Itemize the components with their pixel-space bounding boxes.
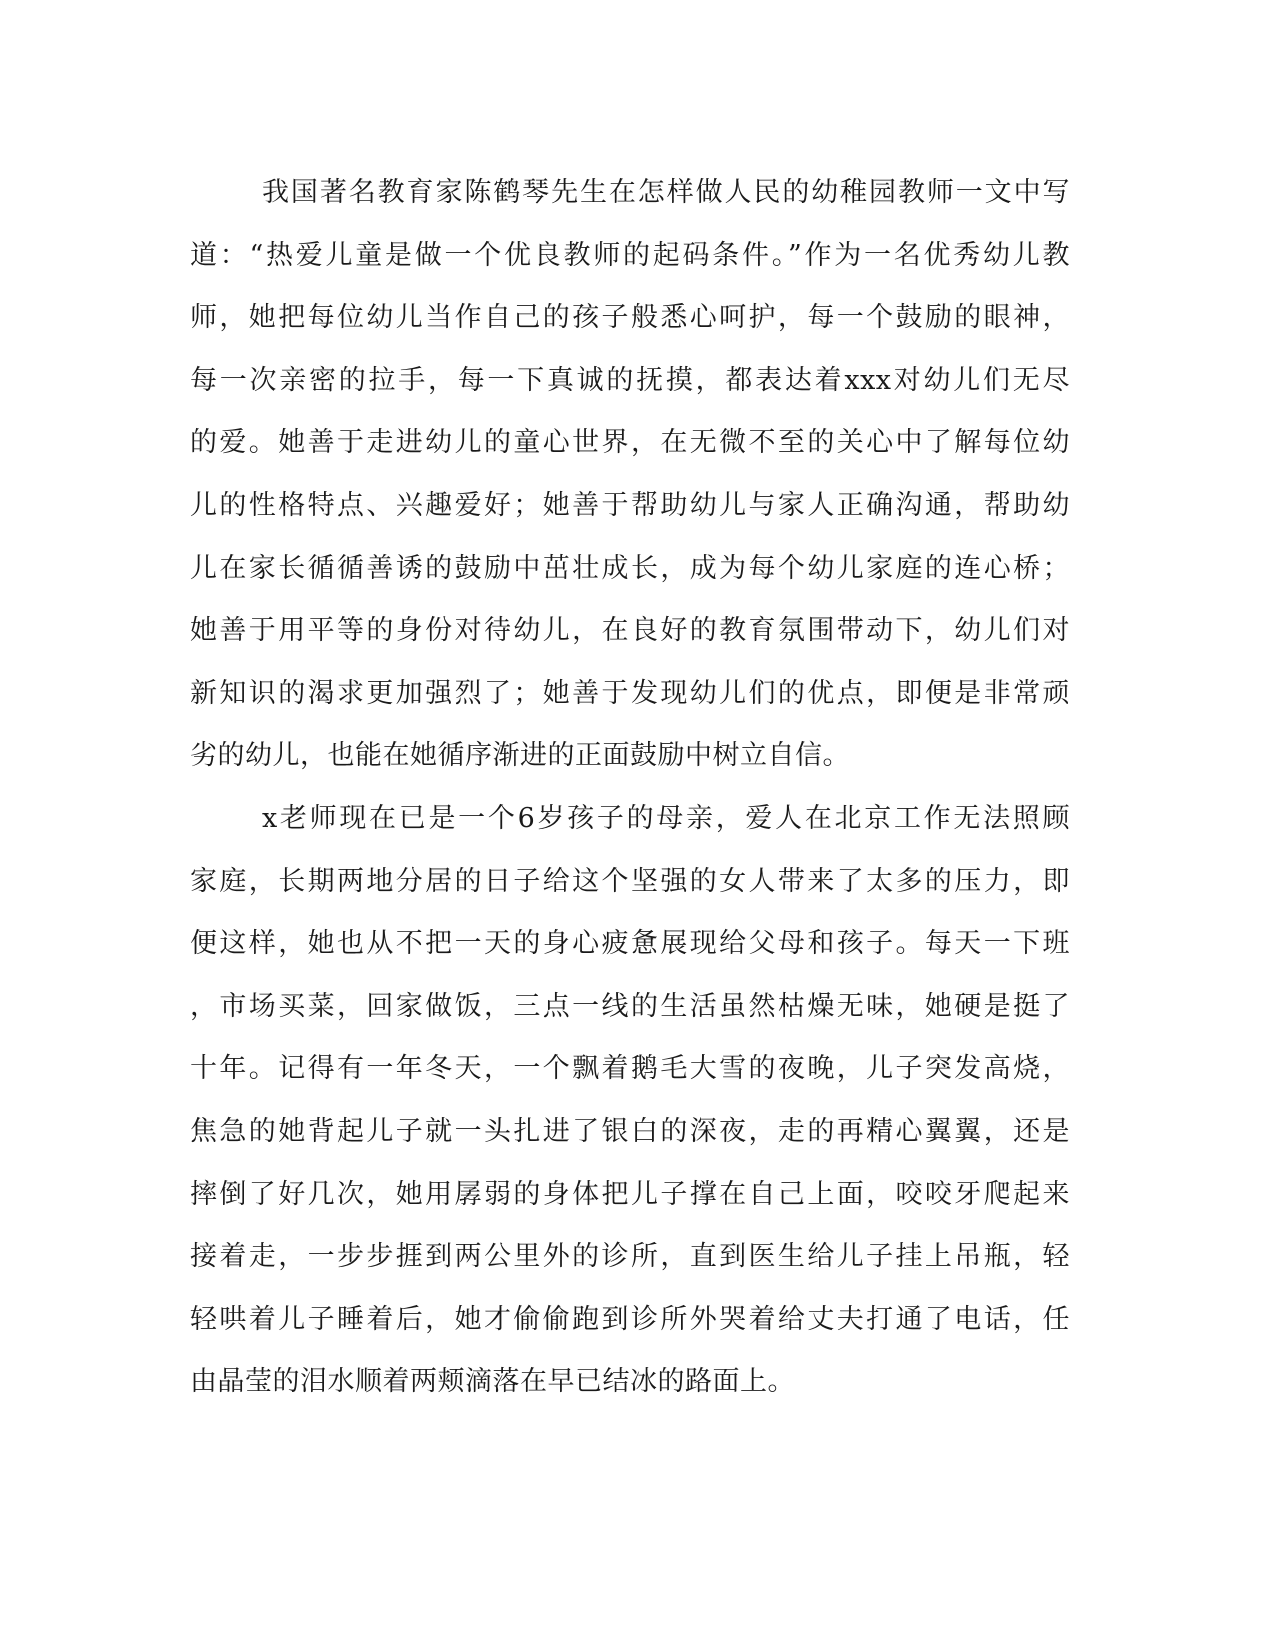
paragraph-line: 摔倒了好几次，她用孱弱的身体把儿子撑在自己上面，咬咬牙爬起来	[190, 1178, 1070, 1210]
paragraph-line: 儿在家长循循善诱的鼓励中茁壮成长，成为每个幼儿家庭的连心桥；	[190, 552, 1070, 584]
paragraph-2	[190, 788, 1070, 1414]
paragraph-line: 我国著名教育家陈鹤琴先生在怎样做人民的幼稚园教师一文中写	[262, 177, 1070, 208]
paragraph-line: 轻哄着儿子睡着后，她才偷偷跑到诊所外哭着给丈夫打通了电话，任	[190, 1303, 1070, 1335]
paragraph-line: 每一次亲密的拉手，每一下真诚的抚摸，都表达着xxx对幼儿们无尽	[190, 364, 1070, 396]
body-text	[190, 162, 1070, 1414]
paragraph-line: 家庭，长期两地分居的日子给这个坚强的女人带来了太多的压力，即	[190, 865, 1070, 897]
paragraph-line: x老师现在已是一个6岁孩子的母亲，爱人在北京工作无法照顾	[262, 802, 1070, 834]
paragraph-line: 的爱。她善于走进幼儿的童心世界，在无微不至的关心中了解每位幼	[190, 427, 1070, 459]
paragraph-1	[190, 162, 1070, 788]
paragraph-line: 道：“热爱儿童是做一个优良教师的起码条件。”作为一名优秀幼儿教	[190, 239, 1070, 271]
paragraph-line: 便这样，她也从不把一天的身心疲惫展现给父母和孩子。每天一下班	[190, 928, 1070, 960]
paragraph-line: 师，她把每位幼儿当作自己的孩子般悉心呵护，每一个鼓励的眼神，	[190, 302, 1070, 334]
paragraph-line: 焦急的她背起儿子就一头扎进了银白的深夜，走的再精心翼翼，还是	[190, 1115, 1070, 1147]
paragraph-line: 十年。记得有一年冬天，一个飘着鹅毛大雪的夜晚，儿子突发高烧，	[190, 1053, 1070, 1085]
paragraph-line: 由晶莹的泪水顺着两颊滴落在早已结冰的路面上。	[190, 1366, 795, 1398]
paragraph-line: 劣的幼儿，也能在她循序渐进的正面鼓励中树立自信。	[190, 740, 850, 772]
paragraph-line: 新知识的渴求更加强烈了；她善于发现幼儿们的优点，即便是非常顽	[190, 677, 1070, 709]
paragraph-line: 儿的性格特点、兴趣爱好；她善于帮助幼儿与家人正确沟通，帮助幼	[190, 489, 1070, 521]
paragraph-line: ，市场买菜，回家做饭，三点一线的生活虽然枯燥无味，她硬是挺了	[190, 990, 1070, 1022]
paragraph-line: 她善于用平等的身份对待幼儿，在良好的教育氛围带动下，幼儿们对	[190, 615, 1070, 647]
paragraph-line: 接着走，一步步捱到两公里外的诊所，直到医生给儿子挂上吊瓶，轻	[190, 1241, 1070, 1273]
